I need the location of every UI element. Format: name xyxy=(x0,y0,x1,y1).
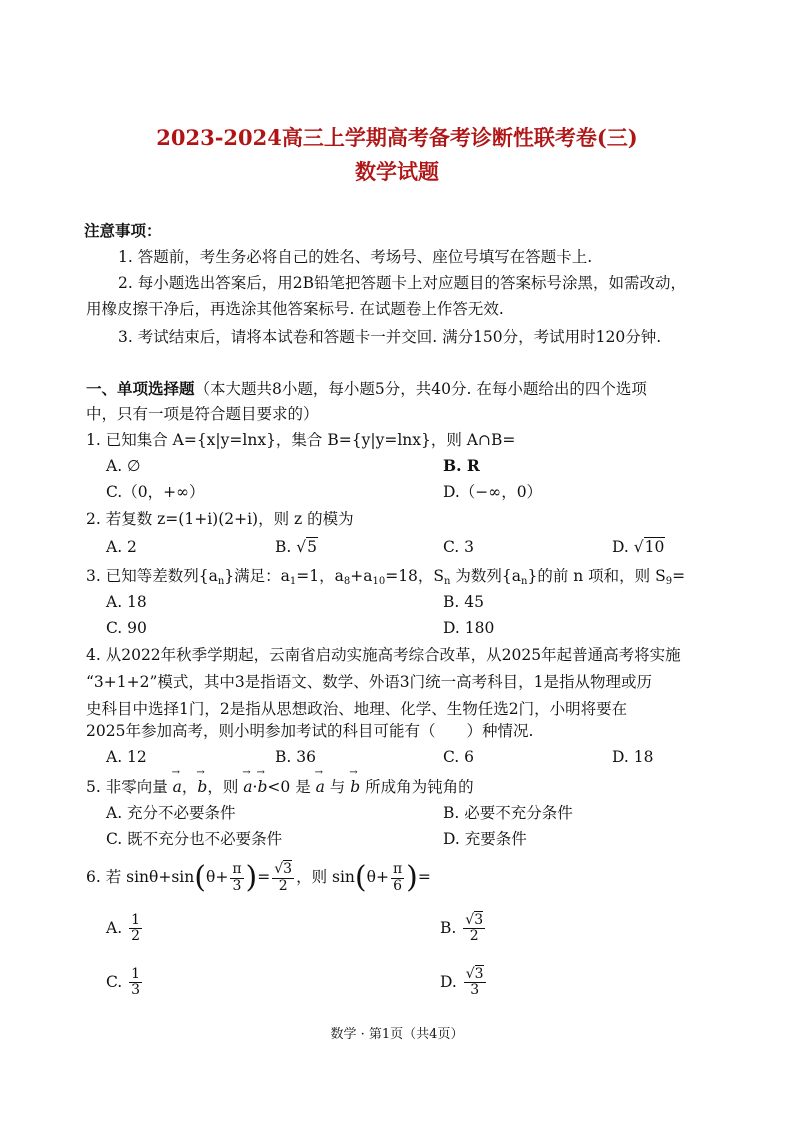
q3-option-b: B. 45 xyxy=(443,593,484,611)
q6-text: θ+ xyxy=(366,868,389,886)
q3-text: }满足：a xyxy=(224,567,290,585)
q5-text: 所成角为钝角的 xyxy=(360,778,474,796)
q2-option-d xyxy=(612,538,665,557)
fraction-denominator: 2 xyxy=(278,877,288,894)
q3-text: =1，a xyxy=(296,567,344,585)
option-label: C. xyxy=(106,972,123,991)
q4-option-b: B. 36 xyxy=(275,748,316,766)
left-paren: ( xyxy=(194,860,206,895)
q6-text: = xyxy=(417,868,431,886)
q5-text: · xyxy=(252,778,258,796)
q6-fraction xyxy=(230,862,243,894)
option-label: B. xyxy=(440,918,457,937)
q4-line-4: 2025年参加高考，则小明参加考试的科目可能有（ ）种情况. xyxy=(86,722,534,740)
q6-text: θ+ xyxy=(205,868,229,886)
vector-a: → a xyxy=(316,778,325,797)
q6-text: ，则 sin xyxy=(296,868,355,886)
q3-sub: 8 xyxy=(343,576,351,587)
q2-option-a: A. 2 xyxy=(106,538,137,556)
left-paren: ( xyxy=(354,860,367,895)
sqrt-symbol: √5 xyxy=(296,538,318,556)
q6-option-a xyxy=(106,913,144,945)
vector-a: → a xyxy=(173,778,182,797)
q3-sub: 1 xyxy=(289,576,297,587)
q3-text: 3. 已知等差数列{a xyxy=(86,567,218,585)
q3-sub: n xyxy=(444,576,451,587)
notes-item-1: 1. 答题前，考生务必将自己的姓名、考场号、座位号填写在答题卡上. xyxy=(118,248,593,266)
q2-option-b-label: B. xyxy=(275,538,292,556)
fraction-numerator: π xyxy=(392,861,403,878)
q3-text: = xyxy=(672,567,686,585)
q2-option-b xyxy=(275,538,318,557)
q2-option-d-label: D. xyxy=(612,538,629,556)
vector-b: → b xyxy=(197,778,207,797)
q3-text: }的前 n 项和，则 S xyxy=(527,567,666,585)
sqrt-symbol: √10 xyxy=(633,538,665,556)
radicand: 3 xyxy=(283,861,293,878)
q4-line-2: “3+1+2”模式，其中3是指语文、数学、外语3门统一高考科目，1是指从物理或历 xyxy=(86,673,652,691)
notes-heading: 注意事项： xyxy=(84,221,162,240)
exam-subject: 数学试题 xyxy=(355,159,439,184)
q4-line-1: 4. 从2022年秋季学期起，云南省启动实施高考综合改革，从2025年起普通高考将实施 xyxy=(86,646,681,664)
q3-text: +a xyxy=(350,567,373,585)
q6-text: 6. 若 sinθ+sin xyxy=(86,868,195,886)
q6-option-c xyxy=(106,967,144,999)
q3-sub: n xyxy=(521,576,528,587)
notes-item-2-line2: 用橡皮擦干净后，再选涂其他答案标号. 在试题卷上作答无效. xyxy=(86,300,504,318)
q6-option-d xyxy=(440,967,488,999)
option-label: A. xyxy=(106,918,123,937)
vector-a: → a xyxy=(243,778,252,797)
right-paren: ) xyxy=(406,860,418,895)
q5-text: ，则 xyxy=(207,778,244,796)
section-1-title: 一、单项选择题 xyxy=(86,379,195,398)
q1-option-a: A. ∅ xyxy=(106,457,141,475)
option-fraction xyxy=(129,913,142,945)
q2-option-c: C. 3 xyxy=(443,538,475,556)
q4-option-c: C. 6 xyxy=(443,748,475,766)
q5-option-b: B. 必要不充分条件 xyxy=(443,804,573,822)
q5-text: 5. 非零向量 xyxy=(86,778,173,796)
q4-option-d: D. 18 xyxy=(612,748,654,766)
radicand: 3 xyxy=(474,966,484,982)
q6-option-b xyxy=(440,913,487,945)
q1-stem: 1. 已知集合 A={x|y=lnx}，集合 B={y|y=lnx}，则 A∩B= xyxy=(86,431,516,449)
q4-line-3: 史科目中选择1门，2是指从思想政治、地理、化学、生物任选2门，小明将要在 xyxy=(86,700,628,718)
q5-text: 与 xyxy=(324,778,351,796)
q5-text: <0 是 xyxy=(267,778,316,796)
radicand: 3 xyxy=(474,912,484,928)
fraction-denominator: 3 xyxy=(232,877,242,894)
q5-option-c: C. 既不充分也不必要条件 xyxy=(106,830,283,848)
q1-option-b: B. R xyxy=(443,456,480,475)
q6-text: = xyxy=(257,868,271,886)
q1-option-c: C.（0，+∞） xyxy=(106,483,205,501)
option-label: D. xyxy=(440,972,457,991)
fraction-denominator: 6 xyxy=(393,877,403,894)
vector-b: → b xyxy=(350,778,360,797)
q6-fraction xyxy=(391,862,404,894)
option-fraction xyxy=(464,967,486,999)
q6-fraction xyxy=(272,862,294,894)
q4-option-a: A. 12 xyxy=(106,748,147,766)
q3-sub: n xyxy=(217,576,225,587)
fraction-numerator: π xyxy=(232,861,242,878)
option-fraction xyxy=(129,967,142,999)
q3-sub: 10 xyxy=(372,576,386,587)
section-1-desc: （本大题共8小题，每小题5分，共40分. 在每小题给出的四个选项 xyxy=(194,380,647,398)
q2-option-b-radicand: 5 xyxy=(307,538,318,556)
section-1-desc-line2: 中，只有一项是符合题目要求的） xyxy=(86,405,319,423)
vector-b: → b xyxy=(257,778,267,797)
q3-stem xyxy=(86,567,685,588)
q1-option-d: D.（−∞，0） xyxy=(443,483,543,501)
q5-text: ， xyxy=(181,778,198,796)
section-1-header xyxy=(86,380,647,399)
q2-option-d-radicand: 10 xyxy=(644,538,665,556)
q5-stem xyxy=(86,778,474,797)
fraction-denominator: 2 xyxy=(469,928,479,945)
q3-sub: 9 xyxy=(665,576,673,587)
exam-title: 2023-2024高三上学期高考备考诊断性联考卷(三) xyxy=(156,125,638,150)
fraction-numerator: √3 xyxy=(274,861,293,878)
q3-text: 为数列{a xyxy=(450,567,522,585)
q3-option-c: C. 90 xyxy=(106,619,147,637)
fraction-numerator: √3 xyxy=(465,966,484,982)
q3-text: =18，S xyxy=(385,567,445,585)
page-footer: 数学 · 第1页（共4页） xyxy=(330,1027,464,1042)
q6-stem xyxy=(86,860,431,896)
q5-option-d: D. 充要条件 xyxy=(443,830,527,848)
fraction-numerator: √3 xyxy=(465,912,484,928)
right-paren: ) xyxy=(245,860,258,895)
q5-option-a: A. 充分不必要条件 xyxy=(106,804,236,822)
fraction-numerator: 1 xyxy=(131,912,140,928)
notes-item-3: 3. 考试结束后，请将本试卷和答题卡一并交回. 满分150分，考试用时120分钟. xyxy=(118,328,662,346)
q2-stem: 2. 若复数 z=(1+i)(2+i)，则 z 的模为 xyxy=(86,510,354,528)
fraction-denominator: 3 xyxy=(131,982,141,999)
q3-option-d: D. 180 xyxy=(443,619,495,637)
fraction-numerator: 1 xyxy=(131,966,141,982)
notes-item-2-line1: 2. 每小题选出答案后，用2B铅笔把答题卡上对应题目的答案标号涂黑，如需改动， xyxy=(118,274,686,292)
fraction-denominator: 3 xyxy=(470,982,480,999)
q3-option-a: A. 18 xyxy=(106,593,147,611)
fraction-denominator: 2 xyxy=(131,928,140,945)
option-fraction xyxy=(463,913,485,945)
